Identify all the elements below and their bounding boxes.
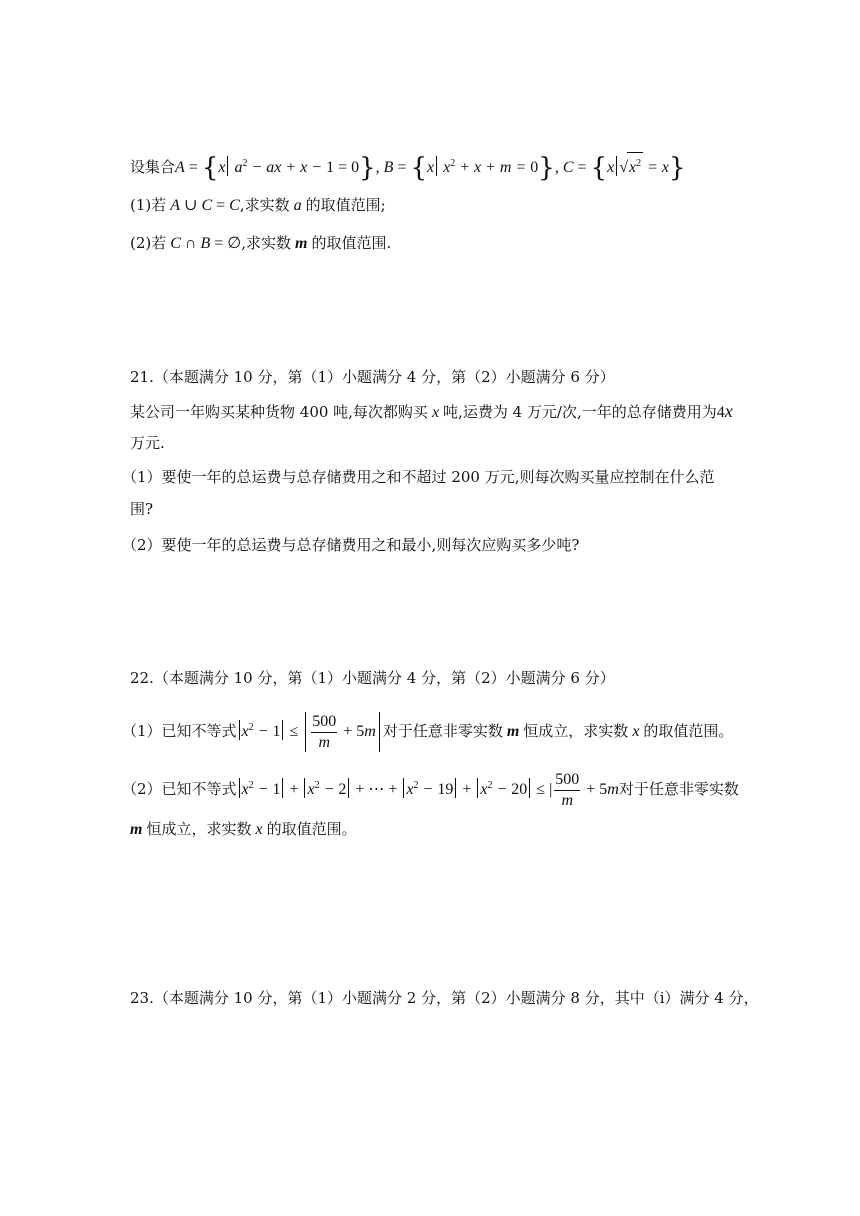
problem21-line2: 万元. — [130, 434, 165, 452]
problem22-q2: （2）已知不等式 $x^2 - 1 + x^2 - 2$ + ⋯ + $x^2 - 19 + x^2 - 20$ ≤ | $\frac{500}{m}$ + 5m对于任意非零实数 — [122, 770, 739, 809]
problem21-line1: 某公司一年购买某种货物 400 吨,每次都购买 x 吨,运费为 4 万元/次,一年的总存储费用为4x — [130, 401, 733, 421]
problem20-part1: (1)若 A ∪ C = C,求实数 a 的取值范围; — [130, 196, 386, 214]
problem21-q1-line1: （1）要使一年的总运费与总存储费用之和不超过 200 万元,则每次购买量应控制在什么范 — [122, 468, 715, 486]
problem21-q2: （2）要使一年的总运费与总存储费用之和最小,则每次应购买多少吨? — [122, 536, 580, 554]
problem21-header: 21.（本题满分 10 分，第（1）小题满分 4 分，第（2）小题满分 6 分） — [130, 368, 615, 386]
problem22-header: 22.（本题满分 10 分，第（1）小题满分 4 分，第（2）小题满分 6 分） — [130, 669, 615, 687]
set-intro-text: 设集合 — [130, 158, 176, 176]
problem21-q1-line2: 围? — [130, 500, 154, 518]
problem22-q1: （1）已知不等式 $x^2 - 1$ ≤ $\frac{500}{m}$ + 5m 对于任意非零实数 m 恒成立，求实数 x 的取值范围。 — [122, 712, 734, 751]
problem23-header: 23.（本题满分 10 分，第（1）小题满分 2 分，第（2）小题满分 8 分，其中（i）满分 4 分， — [130, 989, 759, 1007]
problem22-q2-line2: m 恒成立，求实数 x 的取值范围。 — [130, 820, 357, 838]
problem20-part2: (2)若 C ∩ B = ∅,求实数 m 的取值范围. — [130, 234, 392, 252]
problem20-sets: 设集合A = {x $a^2$ − ax + x − 1 = 0}, B = {x $x^2 + x + m = 0$}, C = {x $√x^2 = x$} — [130, 153, 686, 183]
